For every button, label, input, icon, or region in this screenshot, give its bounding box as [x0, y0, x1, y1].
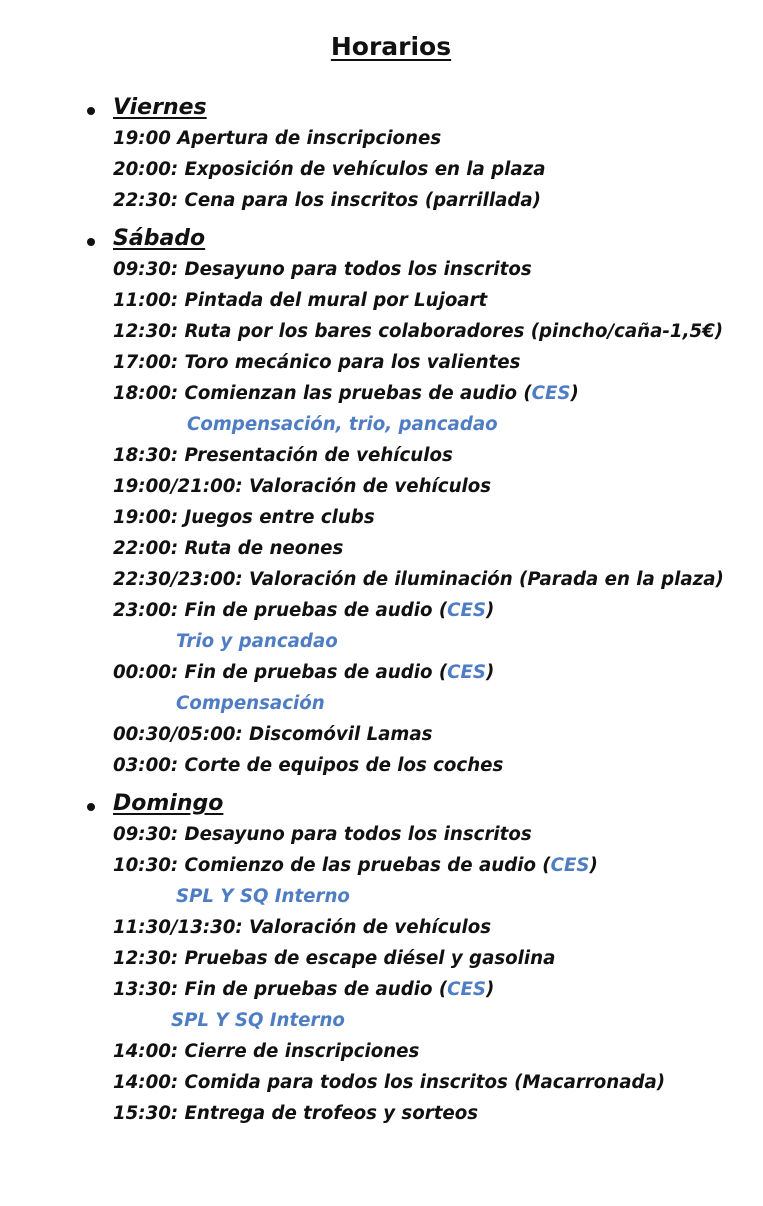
schedule-item: 14:00: Cierre de inscripciones	[113, 1041, 420, 1062]
day-heading-domingo	[0, 781, 763, 819]
category-note: Compensación	[176, 693, 325, 714]
schedule-item: 19:00/21:00: Valoración de vehículos	[113, 476, 492, 497]
schedule-item: 00:00: Fin de pruebas de audio (CES)	[113, 662, 495, 683]
schedule-item: 15:30: Entrega de trofeos y sorteos	[113, 1103, 479, 1124]
category-note: SPL Y SQ Interno	[171, 1010, 345, 1031]
day-heading-sabado	[0, 216, 763, 254]
schedule	[0, 85, 763, 1129]
day-name: Viernes	[113, 95, 207, 120]
schedule-item: 18:00: Comienzan las pruebas de audio (CES)	[113, 383, 579, 404]
schedule-item: 12:30: Ruta por los bares colaboradores (pincho/caña-1,5€)	[113, 321, 724, 342]
schedule-item: 22:30: Cena para los inscritos (parrillada)	[113, 190, 541, 211]
ces-link[interactable]: CES	[531, 383, 571, 404]
schedule-item: 17:00: Toro mecánico para los valientes	[113, 352, 521, 373]
schedule-item: 19:00 Apertura de inscripciones	[113, 128, 442, 149]
schedule-item: 11:00: Pintada del mural por Lujoart	[113, 290, 488, 311]
schedule-item: 22:30/23:00: Valoración de iluminación (Parada en la plaza)	[113, 569, 724, 590]
schedule-item: 10:30: Comienzo de las pruebas de audio (CES)	[113, 855, 598, 876]
day-heading-viernes	[0, 85, 763, 123]
category-note: SPL Y SQ Interno	[176, 886, 350, 907]
ces-link[interactable]: CES	[447, 600, 487, 621]
day-name: Sábado	[113, 226, 206, 251]
schedule-item: 00:30/05:00: Discomóvil Lamas	[113, 724, 433, 745]
ces-link[interactable]: CES	[550, 855, 590, 876]
bullet-icon	[87, 803, 95, 811]
page-title: Horarios	[330, 32, 452, 61]
category-note: Trio y pancadao	[176, 631, 338, 652]
schedule-item: 20:00: Exposición de vehículos en la plaza	[113, 159, 546, 180]
category-note: Compensación, trio, pancadao	[187, 414, 498, 435]
schedule-item: 11:30/13:30: Valoración de vehículos	[113, 917, 492, 938]
schedule-item: 18:30: Presentación de vehículos	[113, 445, 453, 466]
schedule-item: 13:30: Fin de pruebas de audio (CES)	[113, 979, 495, 1000]
ces-link[interactable]: CES	[447, 662, 487, 683]
schedule-item: 09:30: Desayuno para todos los inscritos	[113, 824, 532, 845]
ces-link[interactable]: CES	[447, 979, 487, 1000]
schedule-item: 03:00: Corte de equipos de los coches	[113, 755, 504, 776]
schedule-item: 14:00: Comida para todos los inscritos (Macarronada)	[113, 1072, 666, 1093]
schedule-item: 19:00: Juegos entre clubs	[113, 507, 375, 528]
bullet-icon	[87, 107, 95, 115]
schedule-item: 23:00: Fin de pruebas de audio (CES)	[113, 600, 495, 621]
day-name: Domingo	[113, 791, 224, 816]
schedule-item: 12:30: Pruebas de escape diésel y gasolina	[113, 948, 556, 969]
bullet-icon	[87, 238, 95, 246]
schedule-item: 22:00: Ruta de neones	[113, 538, 344, 559]
schedule-item: 09:30: Desayuno para todos los inscritos	[113, 259, 532, 280]
